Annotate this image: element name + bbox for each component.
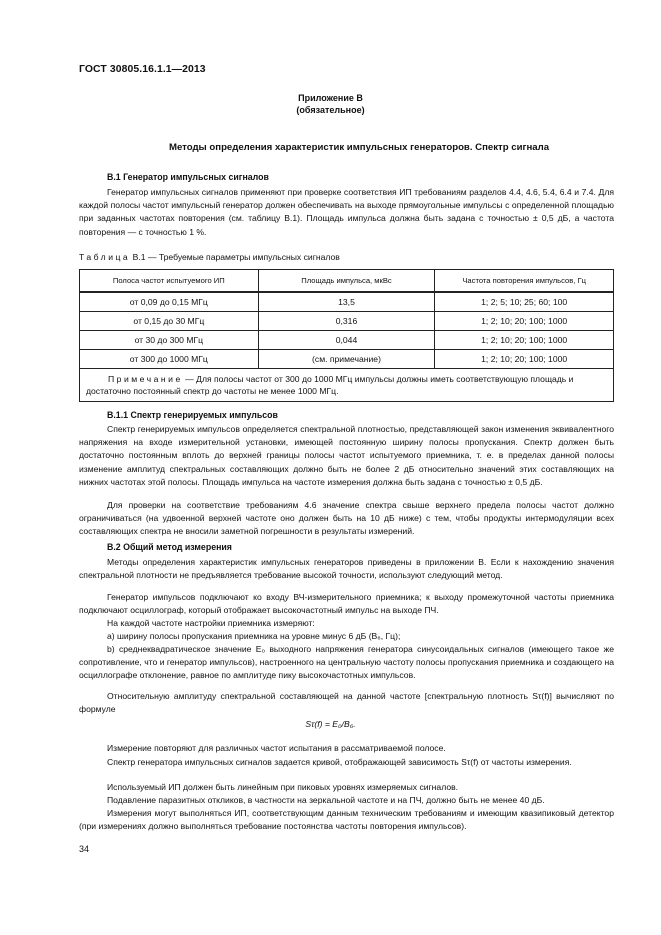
section-b2-paragraph-4: Относительную амплитуду спектральной составляющей на данной частоте [спектральную плотность Sτ(f)] вычисляют по формуле bbox=[79, 691, 614, 715]
section-b2-paragraph-2: Генератор импульсов подключают ко входу ВЧ-измерительного приемника; к выходу промежуточной частоты приемника подключают осциллограф, который отображает высокочастотный импульс на выходе ПЧ. bbox=[79, 592, 614, 616]
table-caption-label: Таблица bbox=[79, 252, 131, 262]
document-title: Методы определения характеристик импульсных генераторов. Спектр сигнала bbox=[168, 142, 550, 153]
section-b11-heading: В.1.1 Спектр генерируемых импульсов bbox=[107, 410, 278, 420]
section-b2-heading: В.2 Общий метод измерения bbox=[107, 542, 232, 552]
table-row bbox=[80, 292, 614, 312]
table-header-cell: Полоса частот испытуемого ИП bbox=[80, 270, 259, 293]
table-cell: 1; 2; 5; 10; 25; 60; 100 bbox=[435, 292, 614, 312]
section-b2-item-a: а) ширину полосы пропускания приемника на уровне минус 6 дБ (B₆, Гц); bbox=[107, 631, 401, 641]
pulse-parameters-table bbox=[79, 269, 614, 402]
section-b2-paragraph-8: Подавление паразитных откликов, в частности на зеркальной частоте и на ПЧ, должно быть не менее 40 дБ. bbox=[107, 795, 545, 805]
table-row bbox=[80, 312, 614, 331]
annex-status: (обязательное) bbox=[296, 105, 365, 115]
annex-title: Приложение В bbox=[298, 93, 363, 103]
table-cell: от 30 до 300 МГц bbox=[80, 331, 259, 350]
table-header-cell: Площадь импульса, мкВс bbox=[258, 270, 435, 293]
table-caption-text: В.1 — Требуемые параметры импульсных сигналов bbox=[132, 252, 340, 262]
spectral-density-formula: Sτ(f) = E₀/B₆. bbox=[305, 719, 356, 729]
table-cell: от 0,15 до 30 МГц bbox=[80, 312, 259, 331]
page-number: 34 bbox=[79, 844, 90, 854]
table-note-label: Примечание bbox=[108, 374, 183, 384]
table-note-text: — Для полосы частот от 300 до 1000 МГц импульсы должны иметь соответствующую площадь и достаточно постоянный спектр до частоты не менее 1000 МГц. bbox=[86, 374, 574, 396]
table-row bbox=[80, 331, 614, 350]
table-cell: 0,316 bbox=[258, 312, 435, 331]
section-b1-heading: В.1 Генератор импульсных сигналов bbox=[107, 172, 269, 182]
table-note bbox=[80, 369, 614, 402]
section-b2-paragraph-9: Измерения могут выполняться ИП, соответствующим данным техническим требованиям и имеющим квазипиковый детектор (при измерениях должно выполняться требование постоянства частоты повторения импульсов). bbox=[79, 808, 614, 832]
table-cell: 1; 2; 10; 20; 100; 1000 bbox=[435, 312, 614, 331]
section-b11-paragraph-2: Для проверки на соответствие требованиям 4.6 значение спектра свыше верхнего предела полосы частот должно ограничиваться (на удвоенной верхней частоте оно должен быть на 10 дБ ниже) с тем, чтобы продукты интермодуляции всех составляющих спектра не вносили заметной погрешности в результаты измерений. bbox=[79, 500, 614, 537]
section-b2-paragraph-6: Спектр генератора импульсных сигналов задается кривой, отображающей зависимость Sτ(f) от частоты измерения. bbox=[107, 757, 572, 767]
table-cell: 1; 2; 10; 20; 100; 1000 bbox=[435, 350, 614, 369]
section-b11-paragraph-1: Спектр генерируемых импульсов определяется спектральной плотностью, представляющей закон изменения эквивалентного напряжения на входе измерительной установки, имеющей постоянную ширину полосы пропускания. Спектр должен быть достаточно постоянным вплоть до верхней границы полосы частот испытуемого приемника, т. е. в пределах данной полосы изменение амплитуд спектральных составляющих должно быть не более 2 дБ относительно значений этих составляющих на нижних частотах этой полосы. Площадь импульса на частоте измерения должна быть задана с точностью ± 0,5 дБ. bbox=[79, 424, 614, 487]
table-cell: 1; 2; 10; 20; 100; 1000 bbox=[435, 331, 614, 350]
section-b1-paragraph: Генератор импульсных сигналов применяют при проверке соответствия ИП требованиям разделов 4.4, 4.6, 5.4, 6.4 и 7.4. Для каждой полосы частот импульсный генератор должен обеспечивать на выходе прямоугольные импульсы с определенной площадью при заданных частотах повторения (см. таблицу В.1). Площадь импульса должна быть задана с точностью ± 0,5 дБ, а частота повторения — с точностью 1 %. bbox=[79, 187, 614, 237]
table-cell: от 300 до 1000 МГц bbox=[80, 350, 259, 369]
section-b2-paragraph-1: Методы определения характеристик импульсных генераторов приведены в приложении В. Если к нахождению значения спектральной плотности не предъявляется требование высокой точности, используют следующий метод. bbox=[79, 557, 614, 581]
table-caption bbox=[79, 252, 340, 262]
table-header-cell: Частота повторения импульсов, Гц bbox=[435, 270, 614, 293]
table-note-row bbox=[80, 369, 614, 402]
table-header-row bbox=[80, 270, 614, 293]
section-b2-paragraph-7: Используемый ИП должен быть линейным при пиковых уровнях измеряемых сигналов. bbox=[107, 782, 459, 792]
section-b2-paragraph-5: Измерение повторяют для различных частот испытания в рассматриваемой полосе. bbox=[107, 743, 446, 753]
table-cell: 13,5 bbox=[258, 292, 435, 312]
section-b2-item-b: b) среднеквадратическое значение E₀ выходного напряжения генератора синусоидальных сигналов (имеющего такое же сопротивление, что и генератор импульсов), настроенного на центральную частоту полосы пропускания приемника и создающего на осциллографе отклонение, равное по амплитуде пику высокочастотных импульсов. bbox=[79, 644, 614, 681]
table-cell: (см. примечание) bbox=[258, 350, 435, 369]
table-row bbox=[80, 350, 614, 369]
table-cell: 0,044 bbox=[258, 331, 435, 350]
document-header: ГОСТ 30805.16.1.1—2013 bbox=[79, 64, 206, 75]
table-cell: от 0,09 до 0,15 МГц bbox=[80, 292, 259, 312]
section-b2-paragraph-3: На каждой частоте настройки приемника измеряют: bbox=[107, 618, 315, 628]
